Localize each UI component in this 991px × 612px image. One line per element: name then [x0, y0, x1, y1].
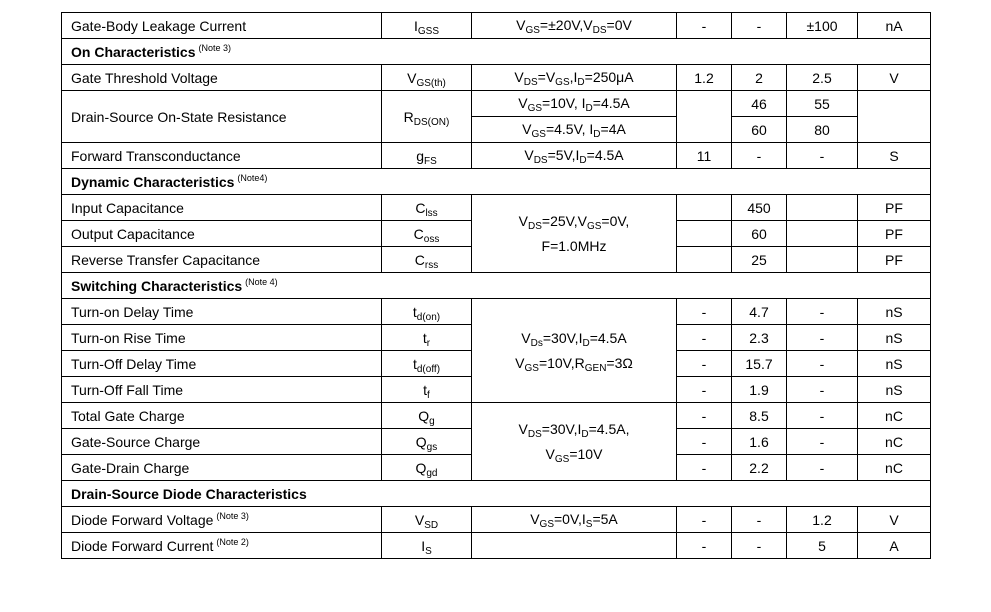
section-title: Drain-Source Diode Characteristics [62, 481, 931, 507]
symbol: $t_{d(off)}$ [382, 351, 472, 377]
table-row [62, 13, 931, 39]
unit: nS [858, 351, 931, 377]
param-name: Input Capacitance [62, 195, 382, 221]
param-name: Gate Threshold Voltage [62, 65, 382, 91]
test-condition: $V_{DS}=30V,I_D=4.5A$, $V_{GS}=10V$ [472, 403, 677, 481]
typ-value: - [732, 507, 787, 533]
symbol: $V_{GS(th)}$ [382, 65, 472, 91]
max-value: - [787, 377, 858, 403]
min-value [677, 247, 732, 273]
typ-value: 2.3 [732, 325, 787, 351]
param-name: Diode Forward Current $^{(Note 2)}$ [62, 533, 382, 559]
param-name: Turn-on Rise Time [62, 325, 382, 351]
max-value [787, 247, 858, 273]
unit: nS [858, 299, 931, 325]
unit: PF [858, 247, 931, 273]
unit: V [858, 65, 931, 91]
test-condition: $V_{DS}=5V,I_D=4.5A$ [472, 143, 677, 169]
typ-value: 15.7 [732, 351, 787, 377]
max-value: - [787, 299, 858, 325]
section-title: On Characteristics $^{(Note 3)}$ [62, 39, 931, 65]
param-name: Output Capacitance [62, 221, 382, 247]
section-header-row [62, 39, 931, 65]
table-row [62, 65, 931, 91]
unit: nA [858, 13, 931, 39]
typ-value: 1.9 [732, 377, 787, 403]
unit: V [858, 507, 931, 533]
unit: nS [858, 377, 931, 403]
test-condition: $V_{GS}=10V$, $I_D=4.5A$ [472, 91, 677, 117]
section-title: Dynamic Characteristics $^{(Note4)}$ [62, 169, 931, 195]
unit: PF [858, 195, 931, 221]
max-value [787, 221, 858, 247]
param-name: Drain-Source On-State Resistance [62, 91, 382, 143]
test-condition [472, 533, 677, 559]
table-row [62, 143, 931, 169]
min-value [677, 91, 732, 143]
min-value: - [677, 507, 732, 533]
unit: PF [858, 221, 931, 247]
typ-value: 25 [732, 247, 787, 273]
unit: S [858, 143, 931, 169]
test-condition: $V_{Ds}=30V,I_D=4.5A$ $V_{GS}=10V,R_{GEN}=3\Omega$ [472, 299, 677, 403]
param-name: Reverse Transfer Capacitance [62, 247, 382, 273]
max-value: ±100 [787, 13, 858, 39]
max-value: - [787, 143, 858, 169]
max-value: 2.5 [787, 65, 858, 91]
symbol: $t_{d(on)}$ [382, 299, 472, 325]
section-header-row [62, 481, 931, 507]
test-condition: $V_{DS}=V_{GS},I_D=250\mu A$ [472, 65, 677, 91]
symbol: $t_f$ [382, 377, 472, 403]
param-name: Turn-Off Fall Time [62, 377, 382, 403]
typ-value: 60 [732, 117, 787, 143]
min-value: - [677, 455, 732, 481]
typ-value: - [732, 13, 787, 39]
symbol: $C_{rss}$ [382, 247, 472, 273]
typ-value: 8.5 [732, 403, 787, 429]
typ-value: 46 [732, 91, 787, 117]
symbol: $g_{FS}$ [382, 143, 472, 169]
unit: nC [858, 403, 931, 429]
electrical-characteristics-table [61, 12, 931, 559]
table-row [62, 403, 931, 429]
max-value: 5 [787, 533, 858, 559]
typ-value: 60 [732, 221, 787, 247]
typ-value: 2 [732, 65, 787, 91]
max-value: - [787, 403, 858, 429]
table-row [62, 91, 931, 117]
symbol: $V_{SD}$ [382, 507, 472, 533]
section-header-row [62, 169, 931, 195]
symbol: $Q_{gd}$ [382, 455, 472, 481]
param-name: Forward Transconductance [62, 143, 382, 169]
min-value: - [677, 13, 732, 39]
table-row [62, 195, 931, 221]
symbol: $Q_{gs}$ [382, 429, 472, 455]
unit: A [858, 533, 931, 559]
max-value: 1.2 [787, 507, 858, 533]
max-value: - [787, 351, 858, 377]
symbol: $C_{oss}$ [382, 221, 472, 247]
typ-value: 450 [732, 195, 787, 221]
test-condition: $V_{GS}=0V,I_S=5A$ [472, 507, 677, 533]
min-value: - [677, 299, 732, 325]
test-condition: $V_{GS}=\pm 20V,V_{DS}=0V$ [472, 13, 677, 39]
min-value: - [677, 351, 732, 377]
param-name: Gate-Source Charge [62, 429, 382, 455]
symbol: $t_r$ [382, 325, 472, 351]
section-header-row [62, 273, 931, 299]
min-value: - [677, 429, 732, 455]
typ-value: - [732, 143, 787, 169]
test-condition: $V_{GS}=4.5V$, $I_D=4A$ [472, 117, 677, 143]
max-value: - [787, 455, 858, 481]
symbol: $Q_g$ [382, 403, 472, 429]
symbol: $I_{GSS}$ [382, 13, 472, 39]
min-value: - [677, 403, 732, 429]
unit: nS [858, 325, 931, 351]
min-value: - [677, 377, 732, 403]
unit: nC [858, 455, 931, 481]
unit [858, 91, 931, 143]
min-value: - [677, 325, 732, 351]
max-value: 55 [787, 91, 858, 117]
typ-value: 2.2 [732, 455, 787, 481]
min-value [677, 221, 732, 247]
typ-value: - [732, 533, 787, 559]
table-row [62, 507, 931, 533]
min-value [677, 195, 732, 221]
typ-value: 4.7 [732, 299, 787, 325]
table-row [62, 299, 931, 325]
max-value: - [787, 325, 858, 351]
test-condition: $V_{DS}=25V,V_{GS}=0V$, F=1.0MHz [472, 195, 677, 273]
min-value: 11 [677, 143, 732, 169]
max-value [787, 195, 858, 221]
param-name: Diode Forward Voltage $^{(Note 3)}$ [62, 507, 382, 533]
typ-value: 1.6 [732, 429, 787, 455]
param-name: Total Gate Charge [62, 403, 382, 429]
param-name: Turn-on Delay Time [62, 299, 382, 325]
section-title: Switching Characteristics $^{(Note 4)}$ [62, 273, 931, 299]
symbol: $R_{DS(ON)}$ [382, 91, 472, 143]
symbol: $I_S$ [382, 533, 472, 559]
symbol: $C_{lss}$ [382, 195, 472, 221]
unit: nC [858, 429, 931, 455]
param-name: Turn-Off Delay Time [62, 351, 382, 377]
min-value: 1.2 [677, 65, 732, 91]
param-name: Gate-Body Leakage Current [62, 13, 382, 39]
param-name: Gate-Drain Charge [62, 455, 382, 481]
max-value: 80 [787, 117, 858, 143]
table-row [62, 533, 931, 559]
max-value: - [787, 429, 858, 455]
min-value: - [677, 533, 732, 559]
